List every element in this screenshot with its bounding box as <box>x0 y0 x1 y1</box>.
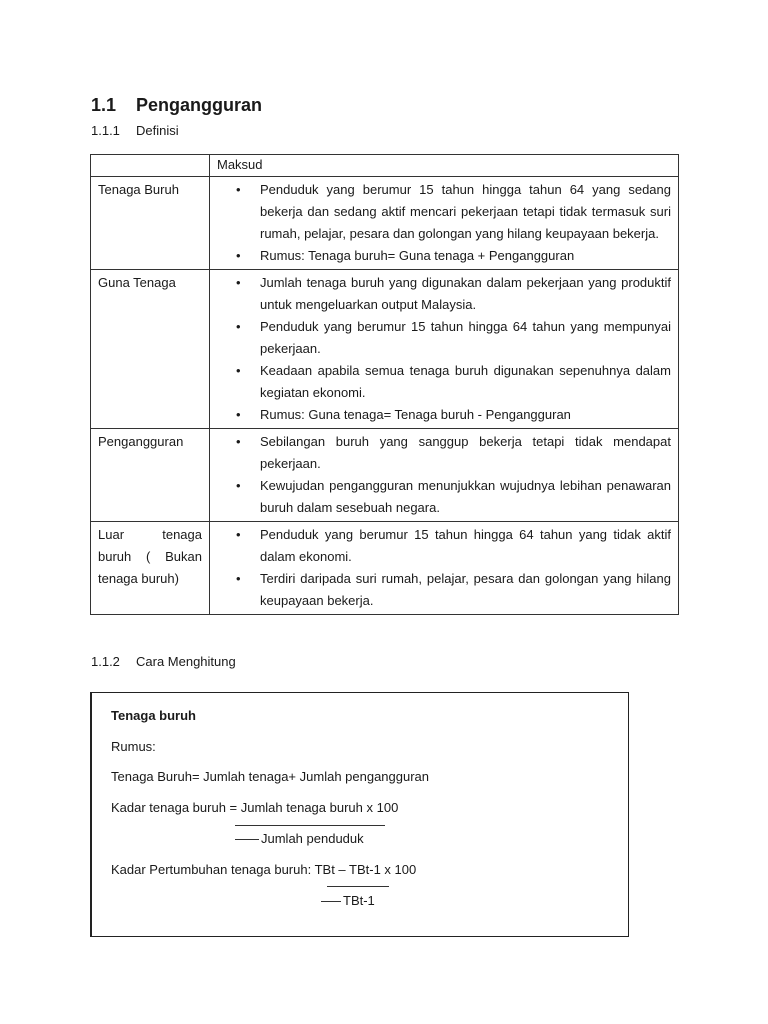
list-item: • Jumlah tenaga buruh yang digunakan dalam pekerjaan yang produktif untuk mengeluarkan output Malaysia. <box>217 272 671 316</box>
fraction-line <box>235 825 385 826</box>
list-item: • Penduduk yang berumur 15 tahun hingga tahun 64 yang sedang bekerja dan sedang aktif mencari pekerjaan tetapi tidak termasuk suri rumah, pelajar, pesara dan golongan yang hilang keupayaan bekerja. <box>217 179 671 245</box>
formula-kadar-tenaga-buruh: Kadar tenaga buruh = Jumlah tenaga buruh x 100 <box>111 800 399 815</box>
table-row <box>91 522 679 615</box>
section-number: 1.1.2 <box>91 654 120 669</box>
definition-cell <box>210 429 679 522</box>
definition-cell <box>210 522 679 615</box>
rumus-label: Rumus: <box>111 739 156 754</box>
formula-box <box>90 692 629 937</box>
term-cell: Luar tenaga buruh ( Bukan tenaga buruh) <box>91 522 210 615</box>
definition-cell <box>210 270 679 429</box>
heading-number: 1.1 <box>91 95 117 115</box>
table-header-row <box>91 155 679 177</box>
table-row <box>91 270 679 429</box>
denominator-jumlah-penduduk: Jumlah penduduk <box>235 831 364 846</box>
formula-kadar-pertumbuhan: Kadar Pertumbuhan tenaga buruh: TBt – TBt-1 x 100 <box>111 862 417 877</box>
list-item: • Rumus: Guna tenaga= Tenaga buruh - Pengangguran <box>217 404 671 426</box>
header-cell-empty <box>91 155 210 177</box>
table-row <box>91 429 679 522</box>
list-item: • Penduduk yang berumur 15 tahun hingga 64 tahun yang tidak aktif dalam ekonomi. <box>217 524 671 568</box>
fraction-line <box>327 886 389 887</box>
section-title: Definisi <box>136 123 179 138</box>
section-heading-cara-menghitung <box>91 654 236 669</box>
section-number: 1.1.1 <box>91 123 120 138</box>
section-title: Cara Menghitung <box>136 654 236 669</box>
page-heading <box>91 95 262 116</box>
term-cell: Pengangguran <box>91 429 210 522</box>
definition-table <box>90 154 679 615</box>
definition-cell <box>210 177 679 270</box>
header-cell-maksud: Maksud <box>210 155 679 177</box>
term-cell: Tenaga Buruh <box>91 177 210 270</box>
list-item: • Rumus: Tenaga buruh= Guna tenaga + Pengangguran <box>217 245 671 267</box>
box-title: Tenaga buruh <box>111 708 196 723</box>
term-cell: Guna Tenaga <box>91 270 210 429</box>
list-item: • Sebilangan buruh yang sanggup bekerja tetapi tidak mendapat pekerjaan. <box>217 431 671 475</box>
list-item: • Kewujudan pengangguran menunjukkan wujudnya lebihan penawaran buruh dalam sesebuah negara. <box>217 475 671 519</box>
section-heading-definisi <box>91 123 179 138</box>
formula-tenaga-buruh: Tenaga Buruh= Jumlah tenaga+ Jumlah pengangguran <box>111 769 430 784</box>
list-item: • Keadaan apabila semua tenaga buruh digunakan sepenuhnya dalam kegiatan ekonomi. <box>217 360 671 404</box>
list-item: • Penduduk yang berumur 15 tahun hingga 64 tahun yang mempunyai pekerjaan. <box>217 316 671 360</box>
heading-title: Pengangguran <box>136 95 263 115</box>
table-row <box>91 177 679 270</box>
denominator-tbt-1: TBt-1 <box>321 893 375 908</box>
list-item: • Terdiri daripada suri rumah, pelajar, pesara dan golongan yang hilang keupayaan bekerja. <box>217 568 671 612</box>
